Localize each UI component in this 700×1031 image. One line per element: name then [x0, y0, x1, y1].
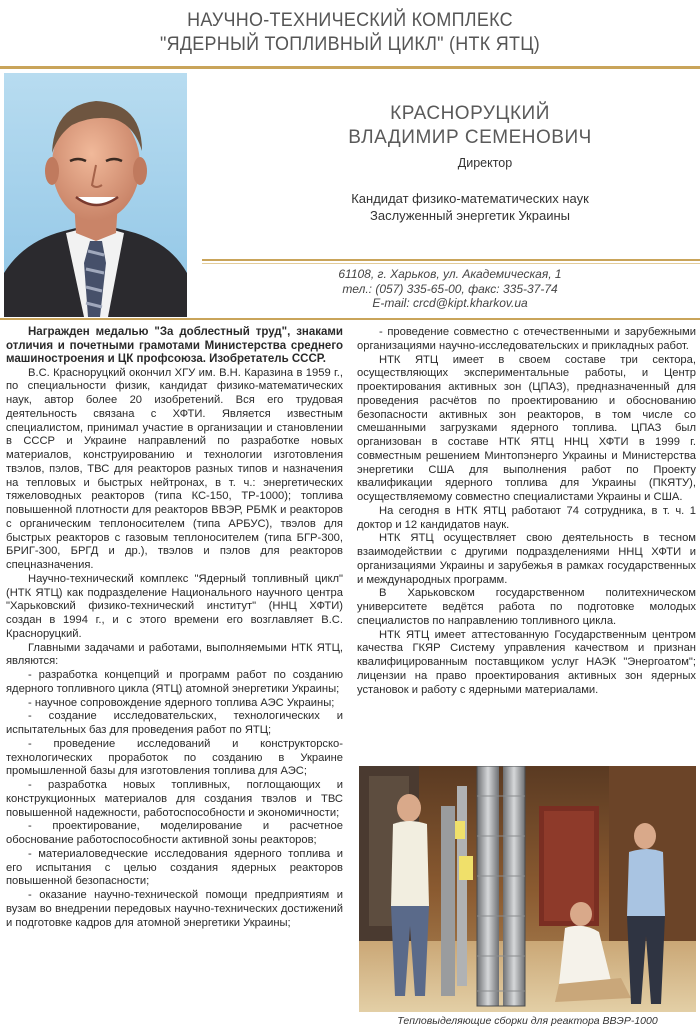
header-title-line1: НАУЧНО-ТЕХНИЧЕСКИЙ КОМПЛЕКС: [187, 9, 513, 31]
degree-line-2: Заслуженный энергетик Украины: [370, 208, 570, 223]
contact-phones: тел.: (057) 335-65-00, факс: 335-37-74: [342, 281, 558, 296]
list-item: - оказание научно-технической помощи предприятиям и вузам во внедрении передовых научно-технических достижений и подготовке кадров для атомной энергетики Украины;: [6, 889, 343, 929]
list-item: - разработка концепций и программ работ по созданию ядерного топливного цикла (ЯТЦ) атомной энергетики Украины;: [6, 669, 343, 695]
list-item: - проведение исследований и конструкторско-технологических проработок по созданию в Украине промышленной базы для изготовления топлива для АЭС;: [6, 737, 343, 778]
director-position: Директор: [457, 156, 513, 170]
biography-paragraph: В.С. Красноруцкий окончил ХГУ им. В.Н. Каразина в 1959 г., по специальности физик, кандидат физико-математических наук, автор более 20 изобретений. Вся его трудовая деятельность связана с ХФТИ. Является известным специалистом, принимал участие в организации и становлении в СССР и Украине направлений по разработке новых материалов, конструированию и технологии изготовления твэлов, пэлов, ТВС для реакторов разных типов и назначения на тепловых и быстрых нейтронах, в т. ч.: энергетических тяжеловодных реакторов (типа КС-150, ТР-1000); топлива повышенной плотности для реакторов ВВЭР, РБМК и реакторов с органическим теплоносителем (типа АРБУС), твэлов для быстрых реакторов с газовым теплоносителем (типа БГР-300, БРИГ-300, БРГД и др.), твэлов и пэлов для реакторов спецназначения.: [6, 366, 343, 571]
contact-block: [320, 267, 580, 311]
director-portrait: [4, 73, 187, 317]
degree-line-1: Кандидат физико-математических наук: [351, 191, 589, 206]
list-item: - разработка новых топливных, поглощающих и конструкционных материалов для создания твэлов и ТВС повышенной надежности, работоспособности и экономичности;: [6, 779, 343, 819]
director-given-names: ВЛАДИМИР СЕМЕНОВИЧ: [348, 127, 592, 148]
awards-lead: Награжден медалью "За доблестный труд", знаками отличия и почетными грамотами Министерства среднего машиностроения и ЦК профсоюза. Изобретатель СССР.: [6, 326, 343, 365]
body-divider: [0, 318, 700, 320]
tasks-intro: Главными задачами и работами, выполняемыми НТК ЯТЦ, являются:: [6, 641, 343, 668]
header-divider: [0, 66, 700, 69]
contact-address: 61108, г. Харьков, ул. Академическая, 1: [338, 267, 562, 281]
cooperation-paragraph: НТК ЯТЦ осуществляет свою деятельность в тесном взаимодействии с другими подразделениями ННЦ ХФТИ и организациями Украины и зарубежья в рамках государственных и международных программ.: [357, 532, 696, 586]
structure-paragraph: НТК ЯТЦ имеет в своем составе три сектора, осуществляющих экспериментальные работы, и Центр проектирования активных зон (ЦПАЗ), предназначенный для проведения расчётов по проектированию и обоснованию безопасности активных зон реакторов, в том числе со смешанными загрузками ядерного топлива. ЦПАЗ был организован в составе НТК ЯТЦ ННЦ ХФТИ в 1999 г. совместным решением Минтопэнерго Украины и Министерства энергетики США для выполнения работ по Проекту квалификации ядерного топлива для Украины (ПКЯТУ), осуществляемому совместно специалистами Украины и США.: [357, 353, 696, 503]
director-info: [300, 102, 640, 224]
education-paragraph: В Харьковском государственном политехническом университете ведётся работа по подготовке молодых специалистов по направлению топливного цикла.: [357, 587, 696, 627]
page-header: [0, 0, 700, 66]
list-item: - научное сопровождение ядерного топлива АЭС Украины;: [28, 696, 335, 709]
director-degree: [300, 190, 640, 224]
list-item: - материаловедческие исследования ядерного топлива и его испытания с целью создания ядерных реакторов повышенной безопасности;: [6, 847, 343, 888]
contact-email[interactable]: E-mail: crcd@kipt.kharkov.ua: [372, 296, 528, 310]
contacts-divider: [202, 259, 700, 261]
photo-caption: Тепловыделяющие сборки для реактора ВВЭР-1000: [397, 1015, 658, 1027]
left-text-column: [6, 326, 343, 930]
director-surname: КРАСНОРУЦКИЙ: [390, 103, 550, 124]
list-item: - проектирование, моделирование и расчетное обоснование работоспособности активной зоны реакторов;: [6, 820, 343, 846]
organization-paragraph: Научно-технический комплекс "Ядерный топливный цикл" (НТК ЯТЦ) как подразделение Национального научного центра "Харьковский физико-технический институт" (ННЦ ХФТИ) создан в 1994 г., и с этого времени его возглавляет В.С. Красноруцкий.: [6, 572, 343, 640]
contacts-divider-thin: [202, 263, 700, 264]
certification-paragraph: НТК ЯТЦ имеет аттестованную Государственным центром качества ГКЯР Систему управления качеством и признан квалифицированным поставщиком услуг НАЭК "Энергоатом"; лицензии на право проектирования активных зон ядерных установок и работу с ядерными материалами.: [357, 628, 696, 696]
list-item: - создание исследовательских, технологических и испытательных баз для проведения работ по ЯТЦ;: [6, 710, 343, 736]
list-item: - проведение совместно с отечественными и зарубежными организациями научно-исследовательских и прикладных работ.: [357, 326, 696, 352]
staff-paragraph: На сегодня в НТК ЯТЦ работают 74 сотрудника, в т. ч. 1 доктор и 12 кандидатов наук.: [357, 504, 696, 531]
right-text-column: [357, 326, 696, 697]
header-title-line2: "ЯДЕРНЫЙ ТОПЛИВНЫЙ ЦИКЛ" (НТК ЯТЦ): [159, 33, 541, 55]
fuel-assemblies-photo: [359, 766, 696, 1012]
